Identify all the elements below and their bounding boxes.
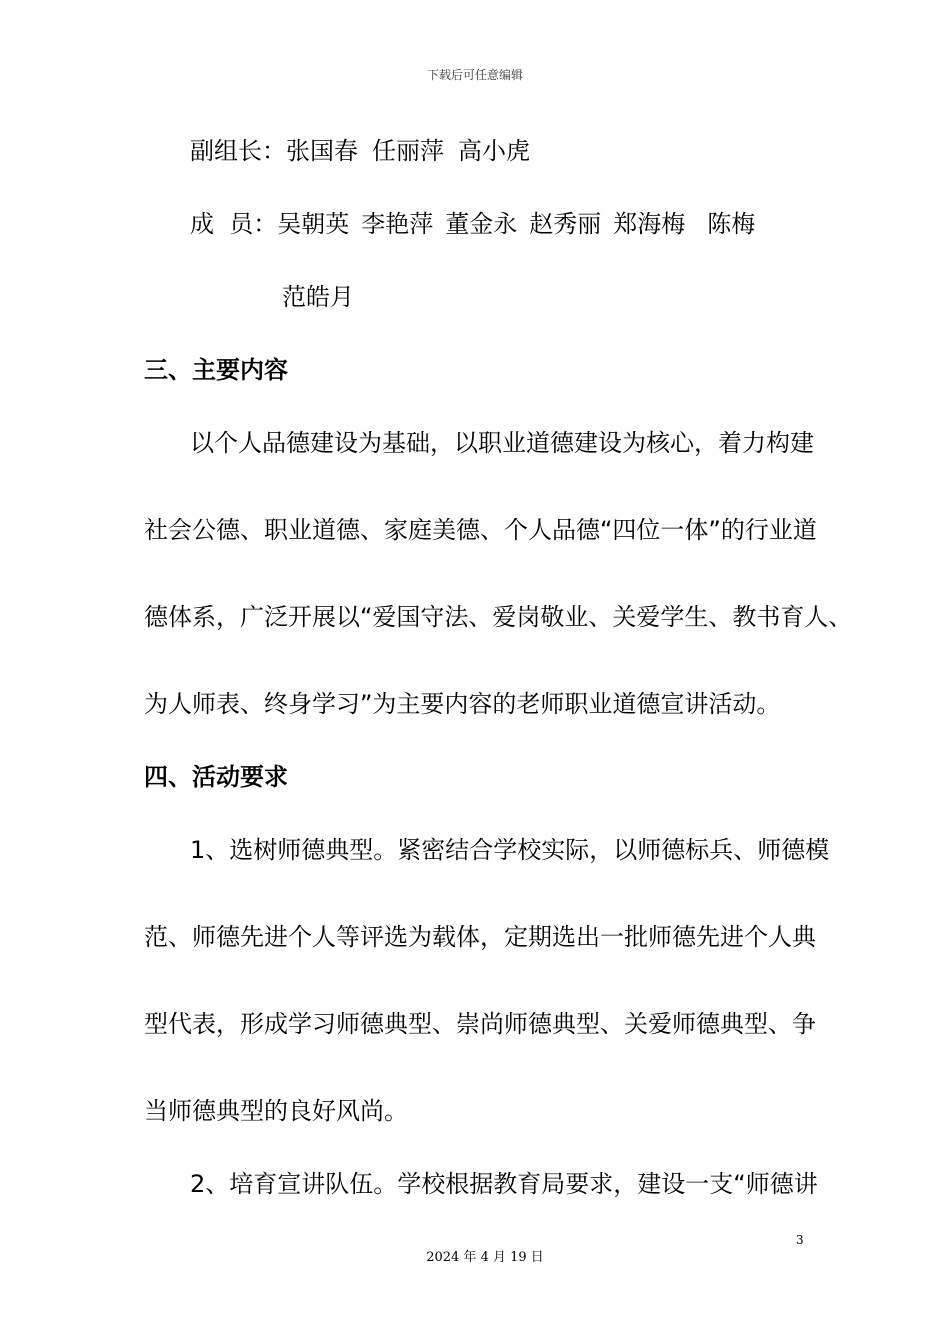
member-name: 吴朝英	[277, 210, 350, 238]
page-header: 下载后可任意编辑	[426, 68, 523, 82]
paragraph-line: 德体系，广泛开展以“爱国守法、爱岗敬业、关爱学生、教书育人、	[144, 603, 853, 631]
page-number: 3	[796, 1233, 804, 1247]
vice-leader-row	[190, 135, 530, 167]
member-name: 董金永	[445, 210, 518, 238]
members-label: 成 员：	[190, 210, 278, 238]
vice-leader-name: 任丽萍	[372, 137, 444, 165]
member-name: 陈梅	[707, 210, 756, 238]
paragraph-line: 1、选树师德典型。紧密结合学校实际，以师德标兵、师德模	[190, 836, 830, 864]
vice-leader-label: 副组长：	[190, 137, 286, 165]
member-name: 范皓月	[282, 283, 354, 311]
paragraph-line: 范、师德先进个人等评选为载体，定期选出一批师德先进个人典	[144, 923, 816, 951]
footer-date: 2024 年 4 月 19 日	[426, 1250, 544, 1265]
paragraph-line: 社会公德、职业道德、家庭美德、个人品德“四位一体”的行业道	[144, 516, 817, 544]
paragraph-line: 当师德典型的良好风尚。	[144, 1097, 408, 1125]
section-heading-4: 四、活动要求	[144, 763, 288, 791]
paragraph-line: 2、培育宣讲队伍。学校根据教育局要求，建设一支“师德讲	[190, 1170, 818, 1198]
member-name: 李艳萍	[361, 210, 434, 238]
vice-leader-name: 高小虎	[458, 137, 530, 165]
vice-leader-name: 张国春	[286, 137, 358, 165]
member-name: 郑海梅	[613, 210, 686, 238]
members-row	[190, 208, 755, 240]
member-name: 赵秀丽	[529, 210, 602, 238]
paragraph-line: 以个人品德建设为基础，以职业道德建设为核心，着力构建	[190, 429, 814, 457]
paragraph-line: 为人师表、终身学习”为主要内容的老师职业道德宣讲活动。	[144, 690, 781, 718]
section-heading-3: 三、主要内容	[144, 356, 288, 384]
paragraph-line: 型代表，形成学习师德典型、崇尚师德典型、关爱师德典型、争	[144, 1010, 816, 1038]
